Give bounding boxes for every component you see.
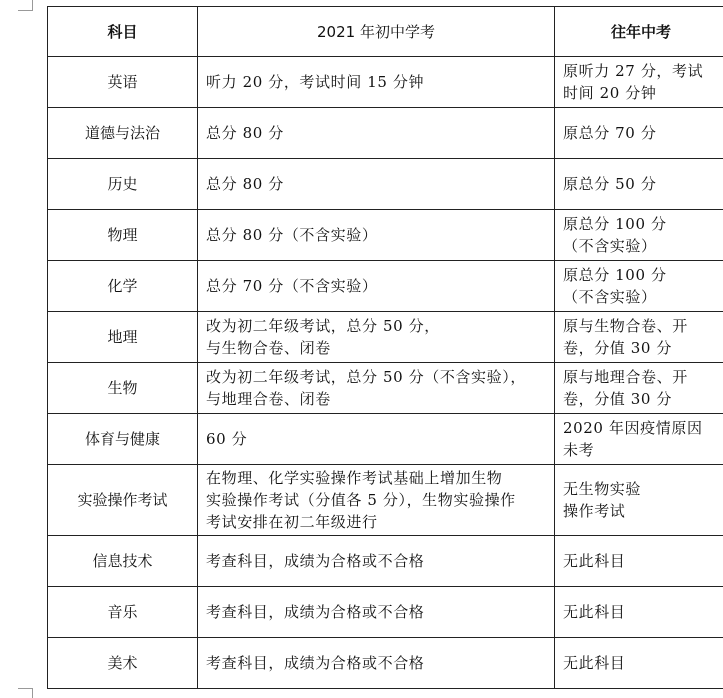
page-corner-mark [18, 0, 33, 11]
subject-cell: 化学 [48, 261, 198, 312]
table-header-row [48, 7, 723, 57]
table-row [48, 536, 723, 587]
table-row [48, 210, 723, 261]
current-exam-cell: 在物理、化学实验操作考试基础上增加生物 实验操作考试（分值各 5 分），生物实验操作 考试安排在初二年级进行 [198, 465, 555, 536]
table-row [48, 261, 723, 312]
current-exam-cell: 考查科目，成绩为合格或不合格 [198, 536, 555, 587]
table-row [48, 312, 723, 363]
previous-exam-cell: 无此科目 [555, 587, 723, 638]
subject-cell: 音乐 [48, 587, 198, 638]
previous-exam-cell: 无生物实验 操作考试 [555, 465, 723, 536]
previous-exam-cell: 无此科目 [555, 536, 723, 587]
current-exam-cell: 考查科目，成绩为合格或不合格 [198, 638, 555, 689]
subject-cell: 实验操作考试 [48, 465, 198, 536]
subject-cell: 英语 [48, 57, 198, 108]
previous-exam-cell: 原听力 27 分，考试 时间 20 分钟 [555, 57, 723, 108]
previous-exam-cell: 2020 年因疫情原因 未考 [555, 414, 723, 465]
header-subject: 科目 [48, 7, 198, 57]
table-body [48, 57, 723, 689]
current-exam-cell: 考查科目，成绩为合格或不合格 [198, 587, 555, 638]
previous-exam-cell: 无此科目 [555, 638, 723, 689]
table-row [48, 465, 723, 536]
previous-exam-cell: 原与生物合卷、开 卷，分值 30 分 [555, 312, 723, 363]
table-row [48, 587, 723, 638]
current-exam-cell: 总分 80 分 [198, 159, 555, 210]
subject-cell: 物理 [48, 210, 198, 261]
current-exam-cell: 总分 80 分 [198, 108, 555, 159]
subject-cell: 美术 [48, 638, 198, 689]
header-2021-exam: 2021 年初中学考 [198, 7, 555, 57]
table-row [48, 638, 723, 689]
header-previous-exam: 往年中考 [555, 7, 723, 57]
current-exam-cell: 改为初二年级考试，总分 50 分（不含实验）， 与地理合卷、闭卷 [198, 363, 555, 414]
subject-cell: 体育与健康 [48, 414, 198, 465]
subject-cell: 历史 [48, 159, 198, 210]
table-row [48, 414, 723, 465]
exam-comparison-table [47, 6, 723, 689]
previous-exam-cell: 原与地理合卷、开 卷，分值 30 分 [555, 363, 723, 414]
current-exam-cell: 改为初二年级考试，总分 50 分， 与生物合卷、闭卷 [198, 312, 555, 363]
subject-cell: 道德与法治 [48, 108, 198, 159]
previous-exam-cell: 原总分 50 分 [555, 159, 723, 210]
table-row [48, 363, 723, 414]
subject-cell: 生物 [48, 363, 198, 414]
current-exam-cell: 60 分 [198, 414, 555, 465]
subject-cell: 信息技术 [48, 536, 198, 587]
current-exam-cell: 总分 70 分（不含实验） [198, 261, 555, 312]
previous-exam-cell: 原总分 100 分 （不含实验） [555, 210, 723, 261]
subject-cell: 地理 [48, 312, 198, 363]
previous-exam-cell: 原总分 70 分 [555, 108, 723, 159]
previous-exam-cell: 原总分 100 分 （不含实验） [555, 261, 723, 312]
current-exam-cell: 总分 80 分（不含实验） [198, 210, 555, 261]
table-row [48, 159, 723, 210]
table-row [48, 57, 723, 108]
current-exam-cell: 听力 20 分，考试时间 15 分钟 [198, 57, 555, 108]
table-row [48, 108, 723, 159]
